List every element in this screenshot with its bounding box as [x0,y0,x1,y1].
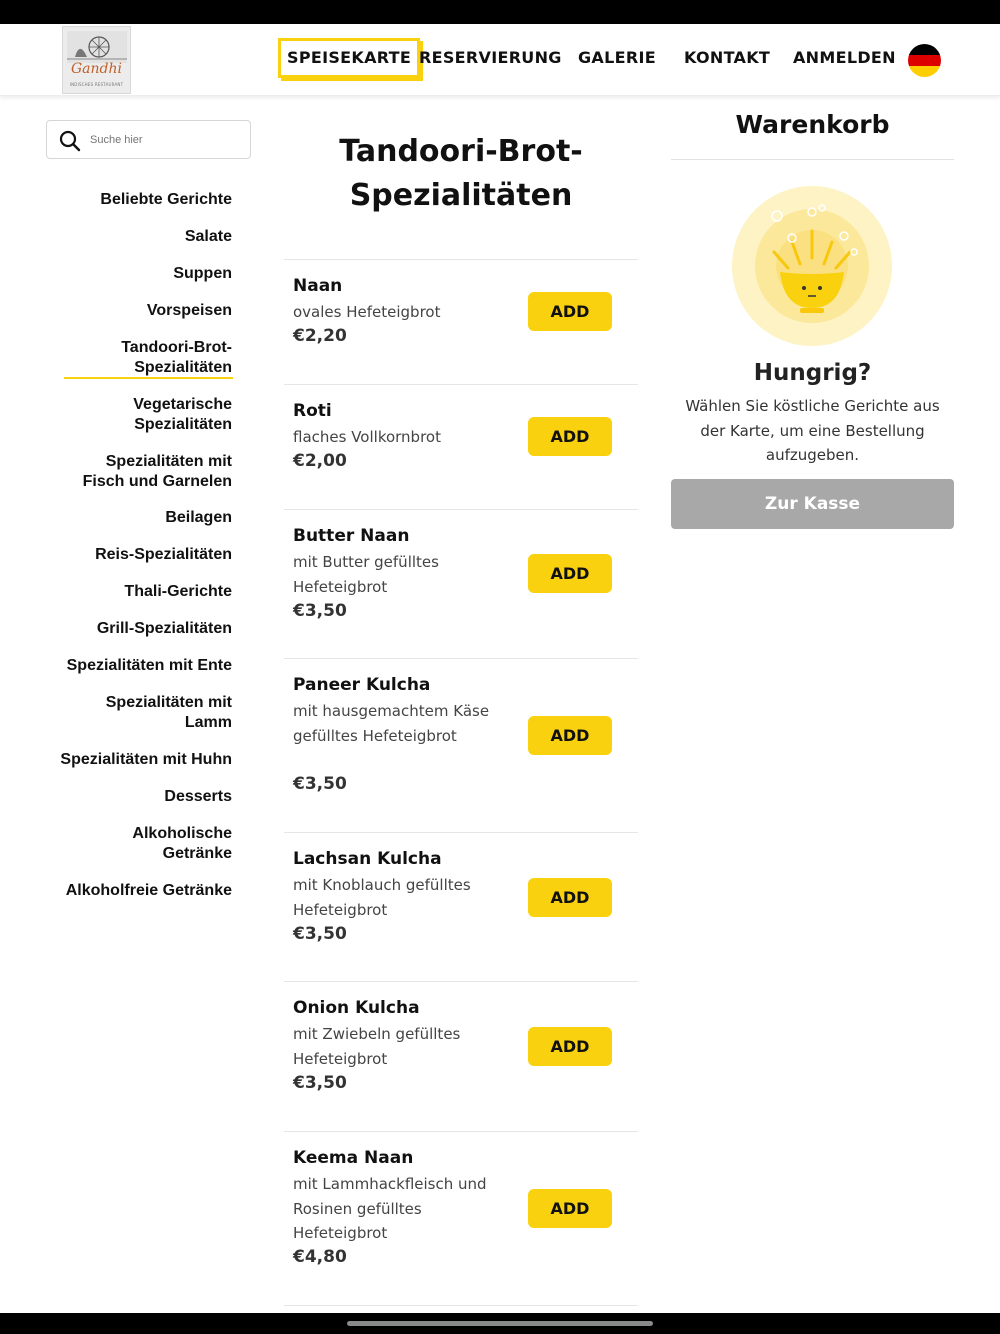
checkout-button[interactable]: Zur Kasse [671,479,954,529]
nav-login[interactable]: ANMELDEN [793,48,896,67]
menu-item-price: €3,50 [293,601,347,621]
menu-item-price: €4,80 [293,1247,347,1267]
menu-item-description: ovales Hefeteigbrot [293,303,441,321]
menu-item-description: flaches Vollkornbrot [293,428,441,446]
search-box[interactable] [46,120,251,159]
add-to-cart-button[interactable]: ADD [528,292,612,331]
sidebar-category-item[interactable]: Thali-Gerichte [124,583,232,600]
search-icon [59,130,81,152]
menu-item-row [284,259,638,384]
add-to-cart-button[interactable]: ADD [528,417,612,456]
nav-contact[interactable]: KONTAKT [684,48,771,67]
menu-list-end-divider [284,1305,638,1306]
nav-gallery[interactable]: GALERIE [578,48,656,67]
cart-divider [671,159,954,160]
sidebar-category-item[interactable]: Beilagen [165,509,232,526]
site-header [0,24,1000,96]
menu-item-row [284,832,638,981]
sidebar-category-item[interactable]: Tandoori-Brot-Spezialitäten [121,339,232,376]
empty-cart-heading: Hungrig? [753,360,872,386]
active-category-indicator [64,377,233,379]
menu-item-row [284,981,638,1131]
menu-item-name: Naan [293,276,343,296]
nav-menu[interactable]: SPEISEKARTE [278,38,420,78]
menu-item-row [284,384,638,509]
bottom-bar [0,1313,1000,1334]
sidebar-category-item[interactable]: Vegetarische Spezialitäten [133,396,232,433]
add-to-cart-button[interactable]: ADD [528,1027,612,1066]
sidebar-category-item[interactable]: Vorspeisen [146,302,232,319]
cart-title: Warenkorb [735,110,890,139]
menu-item-price: €3,50 [293,1073,347,1093]
menu-item-description: mit hausgemachtem Käse gefülltes Hefeteigbrot [293,702,490,745]
sidebar-category-item[interactable]: Spezialitäten mit Lamm [105,694,232,731]
sidebar-category-item[interactable]: Suppen [173,265,232,282]
sidebar-category-item[interactable]: Spezialitäten mit Fisch und Garnelen [82,453,232,490]
empty-cart-text: Wählen Sie köstliche Gerichte aus der Karte, um eine Bestellung aufzugeben. [685,397,940,464]
menu-item-row [284,658,638,832]
add-to-cart-button[interactable]: ADD [528,878,612,917]
logo-subtitle: INDISCHES RESTAURANT [69,82,124,87]
logo-sketch-icon [67,31,127,63]
sidebar-category-item[interactable]: Spezialitäten mit Ente [66,657,232,674]
section-title: Tandoori-Brot-Spezialitäten [339,134,583,213]
menu-item-description: mit Butter gefülltes Hefeteigbrot [293,553,439,596]
menu-item-name: Butter Naan [293,526,410,546]
menu-item-name: Onion Kulcha [293,998,420,1018]
sidebar-category-item[interactable]: Alkoholfreie Getränke [65,882,232,899]
menu-item-row [284,509,638,658]
menu-item-name: Lachsan Kulcha [293,849,442,869]
menu-item-name: Keema Naan [293,1148,414,1168]
menu-item-name: Roti [293,401,332,421]
logo-brand-text: Gandhi [70,61,122,77]
sidebar-category-item[interactable]: Spezialitäten mit Huhn [60,751,232,768]
menu-item-description: mit Zwiebeln gefülltes Hefeteigbrot [293,1025,461,1068]
sidebar-category-item[interactable]: Desserts [164,788,232,805]
sidebar-category-item[interactable]: Grill-Spezialitäten [96,620,232,637]
sidebar-category-item[interactable]: Reis-Spezialitäten [95,546,232,563]
sidebar-category-item[interactable]: Beliebte Gerichte [100,191,232,208]
add-to-cart-button[interactable]: ADD [528,716,612,755]
status-bar [0,0,1000,24]
nav-reservation[interactable]: RESERVIERUNG [419,48,562,67]
add-to-cart-button[interactable]: ADD [528,554,612,593]
menu-item-description: mit Knoblauch gefülltes Hefeteigbrot [293,876,471,919]
add-to-cart-button[interactable]: ADD [528,1189,612,1228]
menu-item-price: €2,00 [293,451,347,471]
restaurant-logo[interactable] [62,26,131,94]
germany-flag-icon[interactable] [908,44,941,77]
menu-item-price: €2,20 [293,326,347,346]
hungry-bowl-illustration-icon [732,186,892,346]
search-input[interactable] [90,130,240,150]
menu-item-description: mit Lammhackfleisch und Rosinen gefülltes Hefeteigbrot [293,1175,487,1242]
sidebar-category-item[interactable]: Alkoholische Getränke [132,825,232,862]
menu-item-row [284,1131,638,1305]
menu-item-name: Paneer Kulcha [293,675,431,695]
menu-item-price: €3,50 [293,924,347,944]
sidebar-category-item[interactable]: Salate [184,228,232,245]
home-indicator[interactable] [347,1321,653,1326]
menu-item-price: €3,50 [293,774,347,794]
